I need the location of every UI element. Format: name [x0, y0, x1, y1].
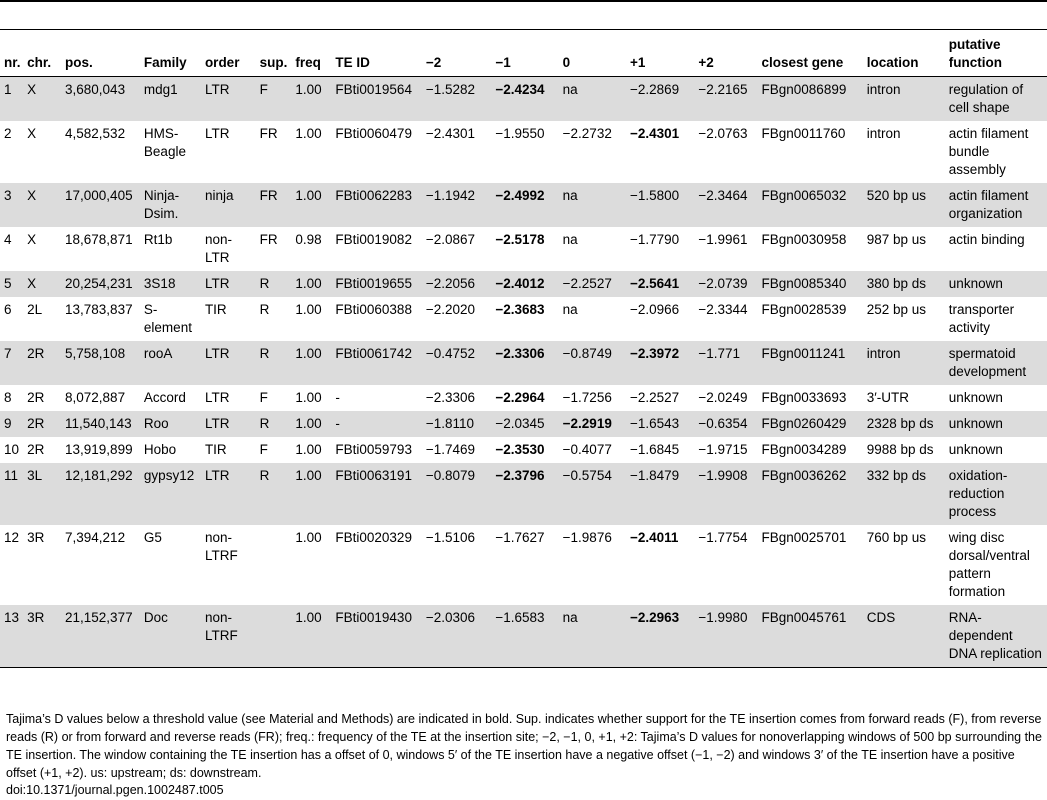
cell-location: intron — [863, 77, 945, 122]
table-row — [0, 463, 1047, 525]
cell-gene: FBgn0065032 — [758, 183, 863, 227]
table-footnote — [6, 710, 1042, 782]
cell-chr: 2R — [23, 411, 61, 437]
cell-function: unknown — [945, 411, 1047, 437]
cell-te-id: FBti0019655 — [331, 271, 421, 297]
cell-family: 3S18 — [140, 271, 201, 297]
cell-function: spermatoid development — [945, 341, 1047, 385]
cell-location: 760 bp us — [866, 530, 927, 545]
cell-sup: R — [256, 463, 292, 525]
cell-m2: −1.8110 — [422, 411, 491, 437]
table-row — [0, 341, 1047, 385]
cell-zero: na — [559, 605, 626, 668]
cell-m1: −1.7627 — [495, 530, 545, 545]
cell-nr: 9 — [0, 411, 23, 437]
cell-chr: X — [23, 183, 61, 227]
cell-order: LTR — [201, 77, 256, 122]
cell-family: Doc — [140, 605, 201, 668]
cell-chr: 3L — [23, 463, 61, 525]
cell-p2: −2.2165 — [694, 77, 757, 122]
cell-order: LTR — [201, 341, 256, 385]
top-rule — [0, 0, 1047, 2]
cell-freq: 1.00 — [295, 530, 322, 545]
cell-chr: 3R — [27, 530, 45, 545]
cell-m1: −2.4012 — [491, 271, 558, 297]
cell-location: 380 bp ds — [863, 271, 945, 297]
cell-pos: 18,678,871 — [65, 232, 133, 247]
cell-nr: 5 — [0, 271, 23, 297]
cell-p2: −1.771 — [694, 341, 757, 385]
cell-zero: −0.5754 — [559, 463, 626, 525]
cell-freq: 0.98 — [295, 232, 322, 247]
cell-p1: −1.5800 — [626, 183, 694, 227]
cell-chr: X — [27, 232, 37, 247]
header-freq: freq — [291, 32, 331, 77]
cell-gene: FBgn0011760 — [761, 126, 846, 141]
cell-order: non-LTRF — [204, 530, 238, 563]
cell-te-id: FBti0063191 — [331, 463, 421, 525]
cell-p2: −2.3344 — [698, 302, 748, 317]
cell-nr: 12 — [4, 530, 20, 545]
cell-order: LTR — [204, 126, 230, 141]
cell-location: 3′-UTR — [866, 390, 910, 405]
cell-pos: 13,783,837 — [65, 302, 133, 317]
cell-chr: 2R — [23, 341, 61, 385]
cell-sup: R — [256, 411, 292, 437]
cell-gene: FBgn0045761 — [758, 605, 863, 668]
header-te-id: TE ID — [331, 32, 421, 77]
cell-family: Hobo — [143, 442, 177, 457]
cell-p1: −2.3972 — [626, 341, 694, 385]
cell-m1: −1.9550 — [495, 126, 545, 141]
cell-nr: 3 — [0, 183, 23, 227]
cell-pos: 8,072,887 — [65, 390, 126, 405]
cell-order: TIR — [204, 442, 227, 457]
cell-location: 332 bp ds — [863, 463, 945, 525]
cell-function: wing disc dorsal/ventral pattern formation — [948, 530, 1030, 599]
cell-p2: −2.3464 — [694, 183, 757, 227]
cell-freq: 1.00 — [291, 77, 331, 122]
cell-nr: 1 — [0, 77, 23, 122]
cell-gene: FBgn0011241 — [758, 341, 863, 385]
cell-chr: X — [23, 77, 61, 122]
cell-m2: −2.2056 — [422, 271, 491, 297]
cell-function: actin filament organization — [945, 183, 1047, 227]
cell-m2: −2.4301 — [425, 126, 476, 141]
cell-order: LTR — [204, 390, 230, 405]
cell-freq: 1.00 — [291, 341, 331, 385]
cell-zero: na — [562, 232, 578, 247]
cell-te-id: FBti0019082 — [335, 232, 412, 247]
cell-location: 987 bp us — [866, 232, 927, 247]
cell-sup: R — [256, 271, 292, 297]
cell-m1: −2.3530 — [495, 442, 545, 457]
cell-nr: 7 — [0, 341, 23, 385]
header-plus2: +2 — [694, 32, 757, 77]
cell-sup — [256, 525, 292, 605]
table-body — [0, 77, 1047, 668]
header-minus2: −2 — [422, 32, 491, 77]
cell-sup: F — [259, 442, 268, 457]
cell-gene: FBgn0086899 — [758, 77, 863, 122]
cell-m2: −0.4752 — [422, 341, 491, 385]
cell-p2: −1.7754 — [698, 530, 748, 545]
cell-family: Roo — [140, 411, 201, 437]
cell-p1: −2.2869 — [626, 77, 694, 122]
cell-m2: −2.2020 — [425, 302, 476, 317]
header-sup: sup. — [256, 32, 292, 77]
cell-te-id: FBti0019564 — [331, 77, 421, 122]
cell-p1: −2.2963 — [626, 605, 694, 668]
cell-m1: −2.5178 — [495, 232, 545, 247]
table-row — [0, 183, 1047, 227]
cell-p1: −2.4301 — [630, 126, 680, 141]
cell-pos: 12,181,292 — [61, 463, 140, 525]
cell-p1: −2.0966 — [630, 302, 680, 317]
cell-gene: FBgn0028539 — [761, 302, 847, 317]
cell-te-id: FBti0062283 — [331, 183, 421, 227]
cell-function: actin filament bundle assembly — [948, 126, 1029, 177]
header-rule — [0, 29, 1047, 30]
cell-freq: 1.00 — [291, 183, 331, 227]
cell-p1: −1.6543 — [626, 411, 694, 437]
cell-location: CDS — [863, 605, 945, 668]
cell-sup: F — [259, 390, 268, 405]
cell-pos: 21,152,377 — [61, 605, 140, 668]
header-row — [0, 32, 1047, 77]
cell-p2: −1.9715 — [698, 442, 748, 457]
header-minus1: −1 — [491, 32, 558, 77]
cell-order: ninja — [201, 183, 256, 227]
header-family: Family — [140, 32, 201, 77]
table-row — [0, 271, 1047, 297]
table-row — [0, 525, 1047, 605]
cell-family: mdg1 — [140, 77, 201, 122]
header-order: order — [201, 32, 256, 77]
cell-m2: −2.0867 — [425, 232, 476, 247]
cell-te-id: FBti0061742 — [331, 341, 421, 385]
cell-function: unknown — [948, 390, 1003, 405]
doi-text: doi:10.1371/journal.pgen.1002487.t005 — [6, 783, 224, 797]
cell-sup: FR — [259, 232, 278, 247]
cell-m1: −1.6583 — [491, 605, 558, 668]
cell-m2: −1.1942 — [422, 183, 491, 227]
cell-m1: −2.3683 — [495, 302, 545, 317]
cell-freq: 1.00 — [291, 411, 331, 437]
cell-te-id: - — [335, 390, 340, 405]
cell-sup: F — [256, 77, 292, 122]
cell-p1: −1.6845 — [630, 442, 680, 457]
cell-p2: −2.0763 — [698, 126, 748, 141]
cell-m1: −2.3306 — [491, 341, 558, 385]
header-plus1: +1 — [626, 32, 694, 77]
cell-p1: −1.8479 — [626, 463, 694, 525]
cell-te-id: FBti0019430 — [331, 605, 421, 668]
header-closest-gene: closest gene — [758, 32, 863, 77]
cell-nr: 8 — [4, 390, 12, 405]
cell-m1: −2.4234 — [491, 77, 558, 122]
cell-location: intron — [866, 126, 901, 141]
cell-gene: FBgn0034289 — [761, 442, 847, 457]
cell-order: TIR — [204, 302, 227, 317]
cell-family: G5 — [143, 530, 162, 545]
cell-freq: 1.00 — [295, 442, 322, 457]
cell-m2: −0.8079 — [422, 463, 491, 525]
cell-zero: −2.2527 — [559, 271, 626, 297]
cell-sup: R — [256, 341, 292, 385]
cell-gene: FBgn0025701 — [761, 530, 847, 545]
cell-family: gypsy12 — [140, 463, 201, 525]
cell-freq: 1.00 — [295, 390, 322, 405]
te-insertion-table — [0, 32, 1047, 668]
cell-sup: FR — [259, 126, 278, 141]
cell-sup: FR — [256, 183, 292, 227]
cell-freq: 1.00 — [291, 463, 331, 525]
cell-p1: −2.4011 — [630, 530, 679, 545]
cell-zero: −0.8749 — [559, 341, 626, 385]
footnote-text: Tajima’s D values below a threshold value (see Material and Methods) are indicated in bold. Sup. indicates whether support for the TE insertion comes from forward reads (F), from reverse reads (R) or from forward and reverse reads (FR); freq.: frequency of the TE at the insertion site; −2, −1, 0, +1, +2: Tajima’s D values for nonoverlapping windows of 500 bp surrounding the TE insertion. The window containing the TE insertion has a offset of 0, windows 5′ of the TE insertion have a negative offset (−1, −2) and windows 3′ of the TE insertion have a positive offset (+1, +2). us: upstream; ds: downstream. — [6, 712, 1042, 780]
cell-location: 9988 bp ds — [866, 442, 934, 457]
cell-p2: −1.9961 — [698, 232, 748, 247]
cell-nr: 4 — [4, 232, 12, 247]
cell-gene: FBgn0036262 — [758, 463, 863, 525]
cell-chr: X — [27, 126, 37, 141]
cell-nr: 11 — [0, 463, 23, 525]
cell-p1: −1.7790 — [630, 232, 680, 247]
cell-p1: −2.5641 — [626, 271, 694, 297]
cell-pos: 4,582,532 — [65, 126, 126, 141]
cell-m2: −1.7469 — [425, 442, 476, 457]
table-row — [0, 77, 1047, 122]
cell-order: non-LTRF — [201, 605, 256, 668]
cell-family: S-element — [143, 302, 192, 335]
cell-freq: 1.00 — [291, 271, 331, 297]
cell-m1: −2.4992 — [491, 183, 558, 227]
table-row — [0, 227, 1047, 271]
table-row — [0, 297, 1047, 341]
cell-location: 252 bp us — [866, 302, 927, 317]
cell-function: oxidation-reduction process — [945, 463, 1047, 525]
cell-m2: −2.3306 — [425, 390, 476, 405]
cell-m1: −2.2964 — [495, 390, 545, 405]
cell-order: LTR — [201, 271, 256, 297]
cell-chr: X — [23, 271, 61, 297]
cell-pos: 5,758,108 — [61, 341, 140, 385]
cell-function: actin binding — [948, 232, 1025, 247]
cell-freq: 1.00 — [291, 605, 331, 668]
cell-nr: 10 — [4, 442, 20, 457]
cell-p2: −0.6354 — [694, 411, 757, 437]
cell-zero: −0.4077 — [562, 442, 612, 457]
table-row — [0, 411, 1047, 437]
cell-family: Rt1b — [143, 232, 173, 247]
cell-m1: −2.0345 — [491, 411, 558, 437]
cell-zero: −1.9876 — [562, 530, 612, 545]
table-row — [0, 437, 1047, 463]
cell-pos: 3,680,043 — [61, 77, 140, 122]
cell-te-id: FBti0060479 — [335, 126, 412, 141]
cell-zero: −2.2732 — [562, 126, 612, 141]
cell-freq: 1.00 — [295, 302, 322, 317]
cell-order: LTR — [201, 463, 256, 525]
cell-location: 2328 bp ds — [863, 411, 945, 437]
cell-p2: −2.0739 — [694, 271, 757, 297]
cell-m1: −2.3796 — [491, 463, 558, 525]
cell-m2: −2.0306 — [422, 605, 491, 668]
table-row — [0, 605, 1047, 668]
cell-zero: na — [559, 183, 626, 227]
cell-p2: −2.0249 — [698, 390, 748, 405]
cell-chr: 2R — [27, 442, 45, 457]
cell-function: transporter activity — [948, 302, 1015, 335]
cell-chr: 2R — [27, 390, 45, 405]
cell-function: unknown — [945, 271, 1047, 297]
cell-te-id: - — [331, 411, 421, 437]
cell-m2: −1.5106 — [425, 530, 476, 545]
header-zero: 0 — [559, 32, 626, 77]
cell-sup: R — [259, 302, 270, 317]
cell-family: Ninja-Dsim. — [140, 183, 201, 227]
cell-gene: FBgn0260429 — [758, 411, 863, 437]
cell-zero: na — [562, 302, 578, 317]
cell-pos: 17,000,405 — [61, 183, 140, 227]
cell-nr: 13 — [0, 605, 23, 668]
cell-pos: 11,540,143 — [61, 411, 140, 437]
cell-p1: −2.2527 — [630, 390, 680, 405]
cell-family: HMS-Beagle — [143, 126, 186, 159]
cell-zero: na — [559, 77, 626, 122]
cell-gene: FBgn0033693 — [761, 390, 847, 405]
cell-zero: −1.7256 — [562, 390, 612, 405]
cell-m2: −1.5282 — [422, 77, 491, 122]
cell-gene: FBgn0085340 — [758, 271, 863, 297]
cell-te-id: FBti0020329 — [335, 530, 412, 545]
header-pos: pos. — [61, 32, 140, 77]
cell-order: LTR — [201, 411, 256, 437]
cell-chr: 3R — [23, 605, 61, 668]
table-row — [0, 121, 1047, 183]
cell-nr: 2 — [4, 126, 12, 141]
cell-p2: −1.9980 — [694, 605, 757, 668]
header-nr: nr. — [0, 32, 23, 77]
cell-location: intron — [863, 341, 945, 385]
cell-te-id: FBti0060388 — [335, 302, 412, 317]
cell-gene: FBgn0030958 — [761, 232, 847, 247]
header-putative-function: putative function — [945, 32, 1047, 77]
cell-location: 520 bp us — [863, 183, 945, 227]
cell-function: unknown — [948, 442, 1003, 457]
header-location: location — [863, 32, 945, 77]
cell-family: rooA — [140, 341, 201, 385]
cell-pos: 13,919,899 — [65, 442, 133, 457]
cell-function: regulation of cell shape — [945, 77, 1047, 122]
cell-nr: 6 — [4, 302, 12, 317]
cell-sup — [256, 605, 292, 668]
cell-family: Accord — [143, 390, 186, 405]
cell-freq: 1.00 — [295, 126, 322, 141]
cell-chr: 2L — [27, 302, 43, 317]
cell-pos: 20,254,231 — [61, 271, 140, 297]
cell-p2: −1.9908 — [694, 463, 757, 525]
table-row — [0, 385, 1047, 411]
cell-zero: −2.2919 — [559, 411, 626, 437]
header-chr: chr. — [23, 32, 61, 77]
cell-te-id: FBti0059793 — [335, 442, 412, 457]
cell-pos: 7,394,212 — [65, 530, 126, 545]
cell-order: non-LTR — [204, 232, 232, 265]
cell-function: RNA-dependent DNA replication — [945, 605, 1047, 668]
